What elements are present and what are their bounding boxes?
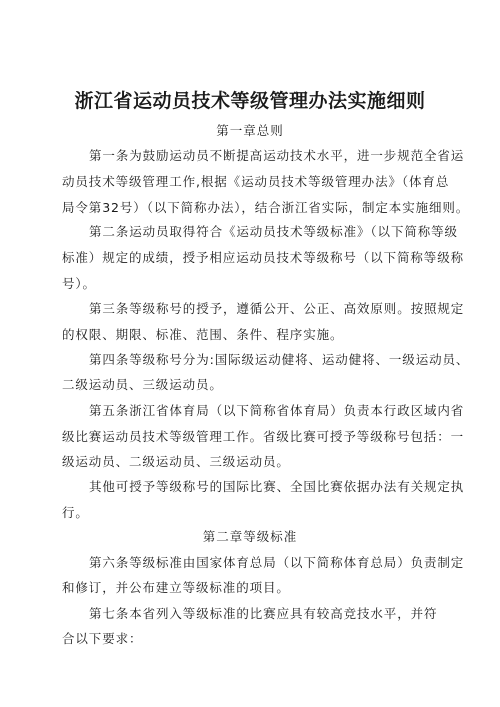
- article-4-line-1: 第四条等级称号分为:国际级运动健将、运动健将、一级运动员、: [89, 352, 470, 367]
- article-2-line-1: 第二条运动员取得符合《运动员技术等级标准》（以下简称等级: [89, 224, 458, 239]
- chapter-heading-1: 第一章总则: [216, 123, 284, 138]
- article-3-line-2: 的权限、期限、标准、范围、条件、程序实施。: [62, 327, 344, 342]
- paragraph-other-line-2: 行。: [62, 505, 89, 520]
- article-2-line-3: 号）。: [62, 276, 96, 291]
- article-4-line-2: 二级运动员、三级运动员。: [62, 377, 223, 392]
- article-7-line-2: 合以下要求：: [62, 631, 143, 646]
- article-1-line-2: 动员技术等级管理工作,根据《运动员技术等级管理办法》（体育总: [62, 174, 450, 189]
- paragraph-other-line-1: 其他可授予等级称号的国际比赛、全国比赛依据办法有关规定执: [89, 479, 465, 494]
- article-5-line-2: 级比赛运动员技术等级管理工作。省级比赛可授予等级称号包括：一: [62, 429, 465, 444]
- article-2-line-2: 标准）规定的成绩，授予相应运动员技术等级称号（以下简称等级称: [62, 250, 465, 265]
- document-title: 浙江省运动员技术等级管理办法实施细则: [74, 90, 426, 112]
- chapter-heading-2: 第二章等级标准: [202, 529, 298, 544]
- article-5-line-1: 第五条浙江省体育局（以下简称省体育局）负责本行政区域内省: [89, 403, 465, 418]
- article-3-line-1: 第三条等级称号的授予，遵循公开、公正、高效原则。按照规定: [89, 301, 465, 316]
- article-6-line-2: 和修订，并公布建立等级标准的项目。: [62, 580, 290, 595]
- article-5-line-3: 级运动员、二级运动员、三级运动员。: [62, 454, 290, 469]
- article-6-line-1: 第六条等级标准由国家体育总局（以下简称体育总局）负责制定: [89, 555, 465, 570]
- article-7-line-1: 第七条本省列入等级标准的比赛应具有较高竞技水平，并符: [89, 606, 438, 621]
- article-1-line-3: 局令第32号）（以下简称办法），结合浙江省实际，制定本实施细则。: [62, 200, 470, 215]
- article-1-line-1: 第一条为鼓励运动员不断提高运动技术水平，进一步规范全省运: [89, 148, 465, 163]
